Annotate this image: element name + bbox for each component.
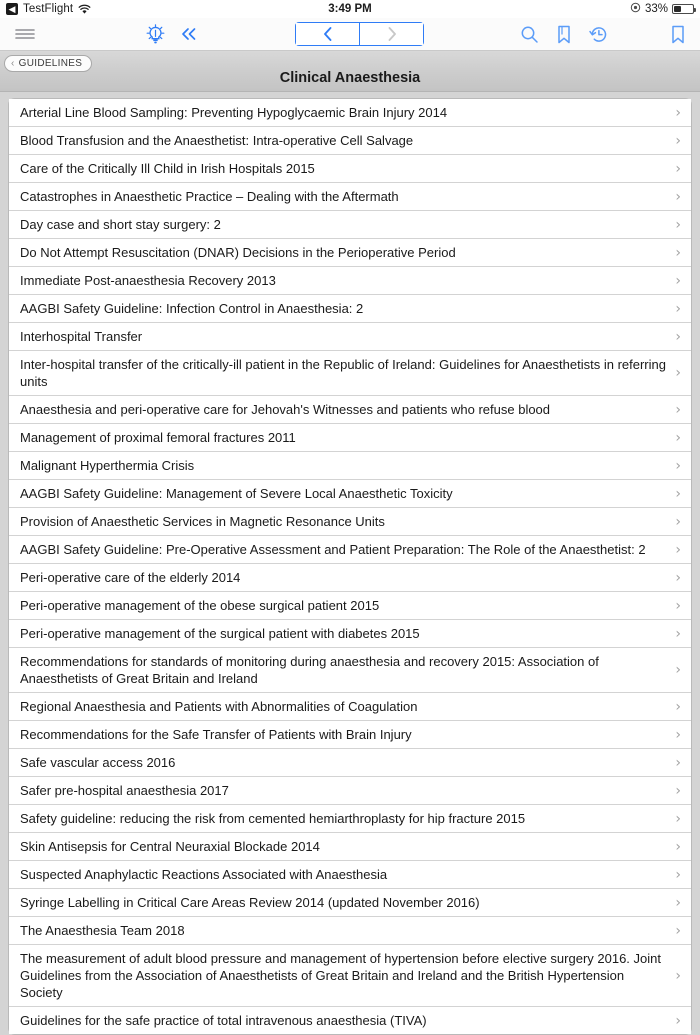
list-item-title: Management of proximal femoral fractures 2011 <box>20 430 296 445</box>
status-bar-right <box>630 2 694 16</box>
guidelines-list <box>8 98 692 1035</box>
chevron-right-icon: › <box>675 810 681 827</box>
list-item[interactable] <box>9 99 691 127</box>
list-item[interactable] <box>9 749 691 777</box>
chevron-right-icon: › <box>675 866 681 883</box>
list-item[interactable] <box>9 183 691 211</box>
page-title: Clinical Anaesthesia <box>279 70 421 86</box>
status-bar <box>0 0 700 18</box>
chevron-right-icon: › <box>675 1012 681 1029</box>
list-item-title: Safety guideline: reducing the risk from cemented hemiarthroplasty for hip fracture 2015 <box>20 811 526 826</box>
list-item-title: Provision of Anaesthetic Services in Magnetic Resonance Units <box>20 514 385 529</box>
list-item[interactable] <box>9 833 691 861</box>
list-item-title: Anaesthesia and peri-operative care for Jehovah's Witnesses and patients who refuse blood <box>20 402 551 417</box>
list-item-title: Syringe Labelling in Critical Care Areas Review 2014 (updated November 2016) <box>20 895 480 910</box>
bookmark-icon[interactable] <box>670 25 686 44</box>
history-clock-icon[interactable] <box>589 25 609 44</box>
list-item[interactable] <box>9 620 691 648</box>
chevron-right-icon: › <box>675 300 681 317</box>
list-item[interactable] <box>9 508 691 536</box>
toolbar-right-actions <box>520 25 686 44</box>
chevron-right-icon: › <box>675 104 681 121</box>
page-back-button[interactable] <box>296 23 359 45</box>
list-item-title: Suspected Anaphylactic Reactions Associated with Anaesthesia <box>20 867 388 882</box>
chevron-right-icon: › <box>675 698 681 715</box>
list-item[interactable] <box>9 564 691 592</box>
chevron-right-icon: › <box>675 726 681 743</box>
status-back-arrow-icon[interactable]: ◀ <box>6 3 18 15</box>
list-item-title: Recommendations for standards of monitoring during anaesthesia and recovery 2015: Association of Anaesthetists of Great Britain and Ireland <box>20 654 599 686</box>
list-item-title: Skin Antisepsis for Central Neuraxial Blockade 2014 <box>20 839 320 854</box>
chevron-right-icon: › <box>675 782 681 799</box>
list-item-title: Arterial Line Blood Sampling: Preventing Hypoglycaemic Brain Injury 2014 <box>20 105 448 120</box>
list-item-title: Immediate Post-anaesthesia Recovery 2013 <box>20 273 276 288</box>
list-item[interactable] <box>9 889 691 917</box>
list-item-title: Malignant Hyperthermia Crisis <box>20 458 195 473</box>
page-navigation-segmented-control <box>295 22 424 46</box>
list-item-title: Do Not Attempt Resuscitation (DNAR) Decisions in the Perioperative Period <box>20 245 456 260</box>
chevron-right-icon: › <box>675 625 681 642</box>
list-item[interactable] <box>9 452 691 480</box>
chevron-right-icon: › <box>675 132 681 149</box>
list-item[interactable] <box>9 805 691 833</box>
chevron-right-icon: › <box>675 922 681 939</box>
list-item-title: Interhospital Transfer <box>20 329 143 344</box>
list-item[interactable] <box>9 351 691 396</box>
list-item-title: Guidelines for the safe practice of total intravenous anaesthesia (TIVA) <box>20 1013 427 1028</box>
lightbulb-icon[interactable] <box>146 24 165 44</box>
chevron-right-icon: › <box>675 894 681 911</box>
list-item[interactable] <box>9 211 691 239</box>
list-item[interactable] <box>9 155 691 183</box>
list-item[interactable] <box>9 295 691 323</box>
list-item[interactable] <box>9 396 691 424</box>
list-item[interactable] <box>9 424 691 452</box>
list-item[interactable] <box>9 592 691 620</box>
list-item-title: Safe vascular access 2016 <box>20 755 176 770</box>
chevron-left-icon: ‹ <box>11 57 15 69</box>
guidelines-list-scroll[interactable] <box>0 92 700 1029</box>
list-item[interactable] <box>9 323 691 351</box>
chevron-right-icon: › <box>675 429 681 446</box>
battery-percent-label: 33% <box>644 3 668 15</box>
status-app-name: TestFlight <box>23 3 74 15</box>
chevron-right-icon: › <box>675 188 681 205</box>
list-item[interactable] <box>9 945 691 1007</box>
list-item-title: The measurement of adult blood pressure and management of hypertension before elective surgery 2016. Joint Guidelines from the Association of Anaesthetists of Great Britain and Ireland and the British Hypertension Society <box>20 951 661 1000</box>
list-item[interactable] <box>9 721 691 749</box>
chevron-right-icon: › <box>675 216 681 233</box>
chevron-right-icon: › <box>675 597 681 614</box>
list-item[interactable] <box>9 1007 691 1034</box>
list-item[interactable] <box>9 480 691 508</box>
list-item-title: Peri-operative care of the elderly 2014 <box>20 570 241 585</box>
status-bar-left <box>6 3 91 15</box>
list-item-title: AAGBI Safety Guideline: Management of Severe Local Anaesthetic Toxicity <box>20 486 453 501</box>
list-item-title: Regional Anaesthesia and Patients with Abnormalities of Coagulation <box>20 699 418 714</box>
list-item-title: AAGBI Safety Guideline: Pre-Operative Assessment and Patient Preparation: The Role of the Anaesthetist: 2 <box>20 542 646 557</box>
list-item-title: Peri-operative management of the obese surgical patient 2015 <box>20 598 380 613</box>
hamburger-menu-icon[interactable] <box>14 26 36 42</box>
list-item-title: Safer pre-hospital anaesthesia 2017 <box>20 783 229 798</box>
list-item[interactable] <box>9 648 691 693</box>
list-item[interactable] <box>9 267 691 295</box>
list-item[interactable] <box>9 127 691 155</box>
list-item[interactable] <box>9 861 691 889</box>
list-item[interactable] <box>9 239 691 267</box>
list-item-title: Blood Transfusion and the Anaesthetist: Intra-operative Cell Salvage <box>20 133 414 148</box>
search-icon[interactable] <box>520 25 539 44</box>
list-item[interactable] <box>9 777 691 805</box>
list-item[interactable] <box>9 536 691 564</box>
navigation-bar <box>0 51 700 92</box>
list-item[interactable] <box>9 693 691 721</box>
chevron-right-icon: › <box>675 328 681 345</box>
list-item-title: Day case and short stay surgery: 2 <box>20 217 221 232</box>
chevron-right-icon: › <box>675 662 681 678</box>
list-item[interactable] <box>9 917 691 945</box>
status-clock: 3:49 PM <box>328 3 372 15</box>
chevron-right-icon: › <box>675 365 681 381</box>
chevron-right-icon: › <box>675 457 681 474</box>
chevron-right-icon: › <box>675 754 681 771</box>
chevron-right-icon: › <box>675 272 681 289</box>
chevron-right-icon: › <box>675 513 681 530</box>
list-item-title: Inter-hospital transfer of the critically-ill patient in the Republic of Ireland: Guidelines for Anaesthetists in referring units <box>20 357 666 389</box>
chevron-right-icon: › <box>675 485 681 502</box>
chevron-right-icon: › <box>675 967 681 984</box>
location-services-icon <box>630 2 641 16</box>
chevron-right-icon: › <box>675 244 681 261</box>
list-item-title: Catastrophes in Anaesthetic Practice – Dealing with the Aftermath <box>20 189 399 204</box>
list-item-title: The Anaesthesia Team 2018 <box>20 923 185 938</box>
list-item-title: Peri-operative management of the surgical patient with diabetes 2015 <box>20 626 420 641</box>
battery-icon <box>672 4 694 14</box>
page-forward-button[interactable] <box>359 23 423 45</box>
list-item-title: Recommendations for the Safe Transfer of Patients with Brain Injury <box>20 727 412 742</box>
double-chevron-left-icon[interactable] <box>179 25 199 43</box>
breadcrumb-back-label: GUIDELINES <box>18 58 83 69</box>
list-item-title: AAGBI Safety Guideline: Infection Control in Anaesthesia: 2 <box>20 301 364 316</box>
chevron-right-icon: › <box>675 838 681 855</box>
wifi-icon <box>78 4 91 15</box>
chevron-right-icon: › <box>675 160 681 177</box>
chevron-right-icon: › <box>675 541 681 558</box>
chevron-right-icon: › <box>675 401 681 418</box>
list-item-title: Care of the Critically Ill Child in Irish Hospitals 2015 <box>20 161 315 176</box>
chevron-right-icon: › <box>675 569 681 586</box>
bookmark-list-icon[interactable] <box>556 25 572 44</box>
app-toolbar <box>0 18 700 51</box>
